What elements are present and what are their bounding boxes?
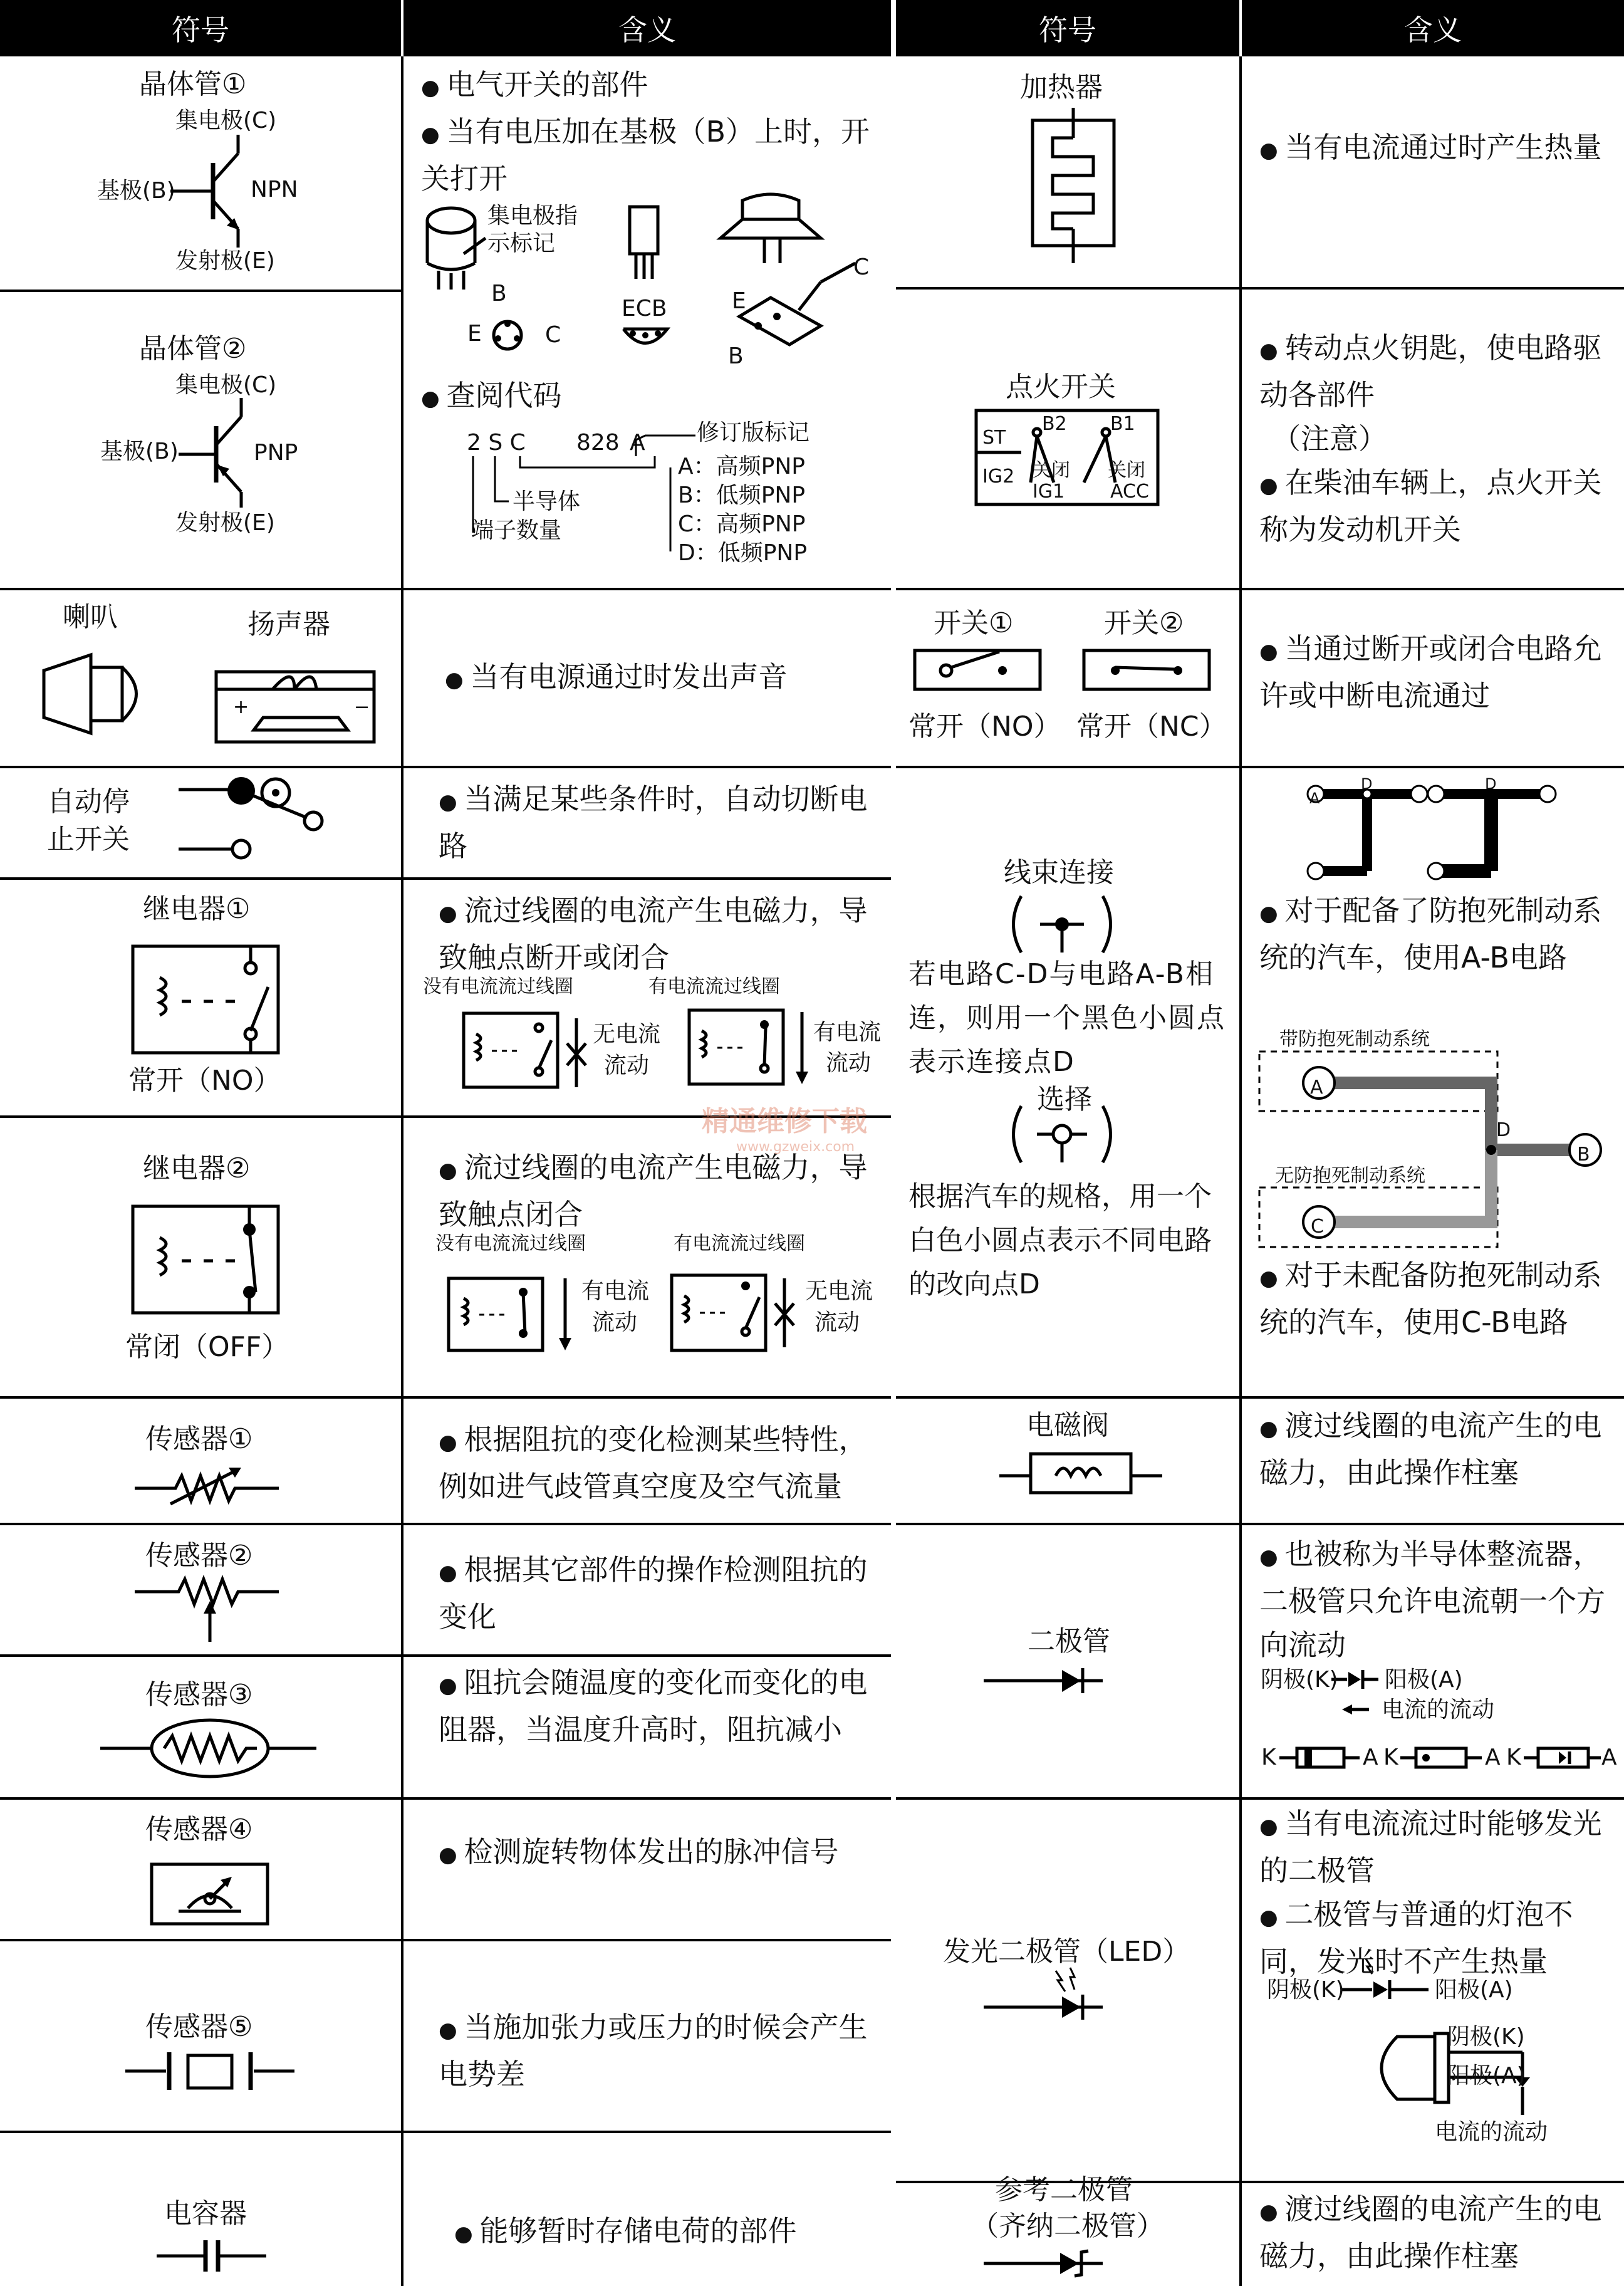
harness-meaning2-p: ● 对于未配备防抱死制动系统的汽车，使用C-B电路	[1259, 1253, 1620, 1344]
diode-anode: 阳极(A)	[1385, 1667, 1463, 1693]
node-c: C	[1311, 1216, 1324, 1238]
led-anode: 阳极(A)	[1435, 1977, 1513, 2003]
harness-choose: 选择	[1037, 1083, 1092, 1115]
ig-b2: B2	[1042, 413, 1067, 435]
relay-nc-title: 继电器②	[143, 1152, 251, 1184]
ig-off1a: 关	[1033, 459, 1051, 481]
npn-label: NPN	[251, 177, 298, 202]
diode-a1: A	[1363, 1745, 1378, 1770]
sensor4-title: 传感器④	[145, 1814, 253, 1845]
code-a: A	[630, 430, 645, 456]
sensor5-title: 传感器⑤	[145, 2011, 253, 2043]
harness-meaning1-p: ● 对于配备了防抱死制动系统的汽车，使用A-B电路	[1259, 889, 1620, 979]
ig-st: ST	[982, 427, 1006, 449]
relay-no-note1a: 无电流	[593, 1021, 661, 1047]
speaker-title: 扬声器	[247, 608, 330, 640]
transistor-npn-title: 晶体管①	[139, 68, 247, 100]
code-2sc: 2 S C	[467, 430, 526, 456]
led-meaning-2: ● 二极管与普通的灯泡不同，发光时不产生热量	[1259, 1892, 1620, 1983]
diode-a3: A	[1601, 1745, 1617, 1770]
capacitor-icon	[0, 0, 401, 2286]
led-cathode-2: 阴极(K)	[1447, 2024, 1525, 2050]
diode-a2: A	[1485, 1745, 1501, 1770]
ignition-note: （注意）	[1272, 422, 1387, 456]
watermark-title: 精通维修下载	[702, 1105, 867, 1137]
collector-mark-label-2: 示标记	[487, 231, 556, 256]
node-b: B	[1577, 1144, 1590, 1166]
relay-no-sub1: 没有电流流过线圈	[423, 976, 573, 998]
ig-b1: B1	[1110, 413, 1135, 435]
ig-ig1: IG1	[1033, 481, 1065, 503]
emitter-label-2: 发射极(E)	[175, 510, 275, 536]
ig-ig2: IG2	[982, 466, 1015, 488]
header-symbol-left: 符号	[0, 0, 401, 56]
led-cathode: 阴极(K)	[1267, 1977, 1345, 2003]
sensor3-meaning	[439, 1661, 887, 1751]
pnp-label: PNP	[254, 440, 298, 466]
pin-c-label: C	[545, 322, 561, 348]
diode-title: 二极管	[1028, 1626, 1110, 1657]
abs-without-label: 无防抱死制动系统	[1275, 1165, 1425, 1187]
switch2-title: 开关②	[1104, 607, 1184, 639]
sensor1-meaning	[439, 1417, 887, 1508]
revision-mark: 修订版标记	[697, 420, 810, 446]
solenoid-title: 电磁阀	[1026, 1409, 1109, 1441]
relay-nc-note2b: 流动	[815, 1310, 860, 1335]
collector-mark-label-1: 集电极指	[487, 203, 578, 229]
relay-nc-state: 常闭（OFF）	[125, 1331, 289, 1363]
sensor2-meaning	[439, 1548, 887, 1639]
relay-nc-note1b: 流动	[592, 1310, 638, 1335]
pin-e-label: E	[467, 321, 482, 347]
switch1-state: 常开（NO）	[908, 711, 1061, 743]
sensor3-meaning-text: ● 阻抗会随温度的变化而变化的电阻器，当温度升高时，阻抗减小	[439, 1661, 887, 1751]
zener-meaning-text: ● 渡过线圈的电流产生的电磁力，由此操作柱塞	[1259, 2187, 1620, 2278]
semiconductor-label: 半导体	[513, 489, 581, 514]
code-828: 828	[576, 430, 620, 456]
right-table	[896, 0, 1624, 2286]
relay-nc-note2a: 无电流	[805, 1278, 873, 1304]
sensor2-meaning-text: ● 根据其它部件的操作检测阻抗的变化	[439, 1548, 887, 1639]
relay-no-title: 继电器①	[143, 893, 251, 925]
ignition-meaning-2: ● 在柴油车辆上，点火开关称为发动机开关	[1259, 461, 1616, 551]
terminal-count-label: 端子数量	[471, 518, 562, 543]
sensor1-meaning-text: ● 根据阻抗的变化检测某些特性，例如进气歧管真空度及空气流量	[439, 1417, 887, 1508]
relay-no-note2a: 有电流	[813, 1020, 882, 1045]
zener-title-1: 参考二极管	[995, 2174, 1133, 2206]
led-flow: 电流的流动	[1435, 2119, 1548, 2145]
heater-title: 加热器	[1020, 71, 1103, 103]
relay-no-state: 常开（NO）	[128, 1065, 281, 1097]
relay-no-note1b: 流动	[604, 1053, 650, 1078]
diode-cathode: 阴极(K)	[1261, 1667, 1338, 1693]
diode-meaning-text: ● 也被称为半导体整流器，二极管只允许电流朝一个方向流动	[1259, 1532, 1620, 1667]
type-a: A：高频PNP	[678, 454, 805, 479]
sensor5-meaning-text: ● 当施加张力或压力的时候会产生电势差	[439, 2005, 887, 2096]
heater-meaning-text: ● 当有电流通过时产生热量	[1259, 125, 1616, 172]
node-d-small-2: D	[1485, 775, 1497, 793]
diode-k3: K	[1506, 1745, 1521, 1770]
power-b-label: B	[728, 343, 744, 369]
relay-no-note2b: 流动	[826, 1050, 872, 1076]
ig-acc: ACC	[1110, 481, 1149, 503]
horn-meaning-text: ● 当有电源通过时发出声音	[445, 655, 883, 702]
node-d: D	[1496, 1119, 1511, 1141]
sensor1-title: 传感器①	[145, 1423, 253, 1455]
abs-with-label: 带防抱死制动系统	[1279, 1028, 1430, 1050]
transistor-meaning-2: ● 当有电压加在基极（B）上时，开关打开	[421, 110, 878, 201]
transistor-pnp-title: 晶体管②	[139, 333, 247, 365]
relay-no-sub2: 有电流流过线圈	[648, 976, 780, 998]
auto-stop-meaning-text: ● 当满足某些条件时，自动切断电路	[439, 777, 883, 868]
ig-off2b: 闭	[1127, 459, 1145, 481]
relay-nc-sub1: 没有电流流过线圈	[435, 1233, 586, 1255]
base-label: 基极(B)	[97, 178, 175, 204]
node-a: A	[1310, 1077, 1323, 1099]
node-a-small: A	[1309, 790, 1320, 807]
led-meaning	[1259, 1802, 1620, 1983]
ig-off1b: 闭	[1051, 459, 1070, 481]
collector-label: 集电极(C)	[175, 108, 277, 133]
horn-title: 喇叭	[63, 601, 118, 633]
switch1-title: 开关①	[934, 607, 1014, 639]
led-title: 发光二极管（LED）	[943, 1936, 1190, 1968]
sensor4-meaning-text: ● 检测旋转物体发出的脉冲信号	[439, 1830, 887, 1877]
sensor3-title: 传感器③	[145, 1679, 253, 1711]
node-d-small: D	[1361, 775, 1373, 793]
ignition-meaning-1: ● 转动点火钥匙，使电路驱动各部件	[1259, 326, 1616, 417]
sensor2-title: 传感器②	[145, 1540, 253, 1572]
svg-text:+: +	[233, 696, 249, 718]
ig-off2a: 关	[1108, 459, 1127, 481]
type-d: D：低频PNP	[678, 540, 808, 566]
diode-k2: K	[1383, 1745, 1398, 1770]
relay-nc-meaning-text: ● 流过线圈的电流产生电磁力，导致触点闭合	[439, 1146, 883, 1236]
diode-k1: K	[1261, 1745, 1276, 1770]
watermark-url: www.gzweix.com	[736, 1139, 855, 1155]
type-c: C：高频PNP	[678, 511, 806, 537]
sensor4-meaning	[439, 1830, 887, 1877]
capacitor-title: 电容器	[164, 2198, 247, 2230]
relay-no-meaning-text: ● 流过线圈的电流产生电磁力，导致触点断开或闭合	[439, 889, 883, 979]
capacitor-meaning-text: ● 能够暂时存储电荷的部件	[454, 2209, 887, 2256]
header-symbol-right: 符号	[896, 0, 1239, 56]
transistor-meaning-1: ● 电气开关的部件	[421, 63, 878, 110]
harness-title: 线束连接	[1004, 857, 1114, 889]
zener-icon	[896, 0, 1239, 2286]
led-anode-2: 阳极(A)	[1447, 2063, 1526, 2089]
pin-b-label: B	[491, 281, 507, 306]
power-e-label: E	[732, 288, 746, 314]
emitter-label: 发射极(E)	[175, 248, 275, 274]
led-meaning-1: ● 当有电流流过时能够发光的二极管	[1259, 1802, 1620, 1892]
header-meaning-left: 含义	[403, 0, 891, 56]
pin-ecb-label: ECB	[622, 296, 667, 321]
zener-title-2: （齐纳二极管）	[971, 2210, 1164, 2242]
switch2-state: 常开（NC）	[1076, 711, 1227, 743]
diode-flow: 电流的流动	[1382, 1697, 1495, 1723]
header-meaning-right: 含义	[1242, 0, 1624, 56]
relay-nc-sub2: 有电流流过线圈	[674, 1233, 805, 1255]
code-title-text: ● 查阅代码	[421, 373, 860, 420]
power-c-label: C	[853, 254, 870, 280]
solenoid-meaning-text: ● 渡过线圈的电流产生的电磁力，由此操作柱塞	[1259, 1404, 1620, 1495]
auto-stop-title-1: 自动停	[47, 786, 130, 818]
harness-text1-p: 若电路C-D与电路A-B相连，则用一个黑色小圆点表示连接点D	[908, 958, 1226, 1078]
base-label-2: 基极(B)	[100, 439, 179, 464]
capacitor-meaning	[454, 2209, 887, 2256]
zener-meaning	[1259, 2187, 1620, 2278]
ignition-title: 点火开关	[1006, 371, 1116, 403]
svg-text:−: −	[354, 696, 370, 718]
switch-meaning-text: ● 当通过断开或闭合电路允许或中断电流通过	[1259, 627, 1620, 718]
type-b: B：低频PNP	[678, 483, 806, 508]
harness-text2-p: 根据汽车的规格，用一个白色小圆点表示不同电路的改向点D	[908, 1181, 1212, 1300]
auto-stop-title-2: 止开关	[47, 823, 130, 855]
sensor5-meaning	[439, 2005, 887, 2096]
relay-nc-note1a: 有电流	[581, 1278, 650, 1304]
collector-label-2: 集电极(C)	[175, 372, 277, 398]
